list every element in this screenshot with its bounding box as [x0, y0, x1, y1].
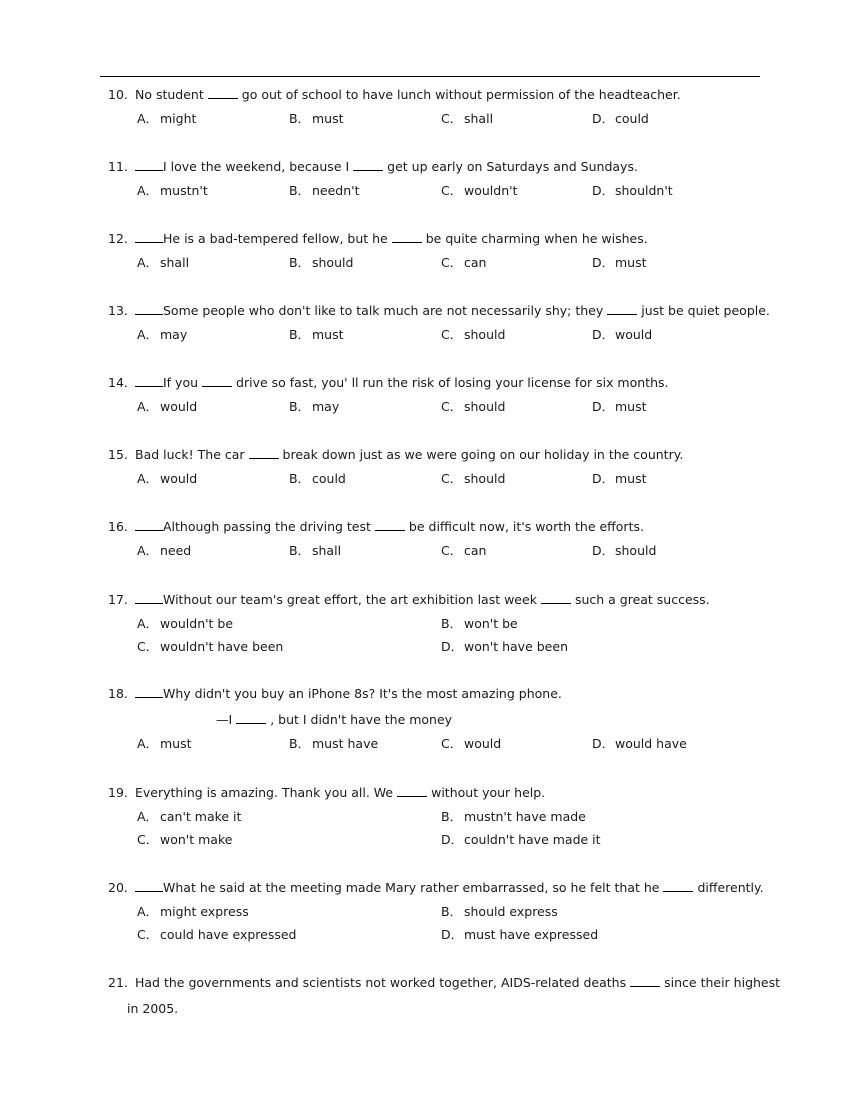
question-18: [108, 684, 763, 753]
option-d[interactable]: [592, 735, 687, 753]
option-a[interactable]: [137, 398, 197, 416]
question-11: [108, 157, 763, 200]
question-20: [108, 878, 763, 944]
options-row: [108, 735, 763, 753]
option-letter: D．: [592, 111, 615, 126]
option-letter: B．: [289, 255, 311, 270]
option-b[interactable]: [289, 470, 346, 488]
question-17: [108, 590, 763, 656]
option-text: might: [160, 111, 197, 126]
question-stem: [108, 301, 770, 319]
option-c[interactable]: [137, 638, 283, 656]
option-a[interactable]: [137, 735, 192, 753]
option-c[interactable]: [441, 542, 486, 560]
option-letter: B．: [441, 616, 463, 631]
question-number: 14.: [108, 375, 128, 390]
question-number: 12.: [108, 231, 128, 246]
stem-after-blank: without your help.: [431, 785, 546, 800]
answer-blank[interactable]: [353, 157, 383, 171]
option-c[interactable]: [441, 326, 505, 344]
options-row: [108, 398, 763, 416]
option-d[interactable]: [592, 326, 652, 344]
question-number: 17.: [108, 592, 128, 607]
options-row: [108, 110, 763, 128]
option-text: should: [312, 255, 354, 270]
answer-blank[interactable]: [392, 229, 422, 243]
question-number: 19.: [108, 785, 128, 800]
option-a[interactable]: [137, 615, 233, 633]
option-c[interactable]: [441, 470, 505, 488]
option-text: may: [160, 327, 188, 342]
option-text: mustn't: [160, 183, 208, 198]
option-d[interactable]: [592, 398, 647, 416]
question-stem: [108, 445, 763, 463]
option-b[interactable]: [289, 398, 339, 416]
option-text: won't be: [464, 616, 518, 631]
option-text: would: [464, 736, 502, 751]
answer-blank[interactable]: [249, 445, 279, 459]
question-number: 10.: [108, 87, 128, 102]
option-letter: C．: [137, 832, 159, 847]
option-text: should: [464, 327, 506, 342]
option-letter: D．: [441, 832, 464, 847]
options-row: [108, 638, 763, 656]
option-text: may: [312, 399, 340, 414]
options-row: [108, 182, 763, 200]
option-letter: D．: [592, 255, 615, 270]
option-letter: B．: [289, 543, 311, 558]
options-row: [108, 254, 763, 272]
question-number: 21.: [108, 975, 128, 990]
answer-blank-leading[interactable]: [135, 157, 163, 171]
stem-before-blank: Some people who don't like to talk much are not necessarily shy; they: [163, 303, 604, 318]
option-c[interactable]: [441, 735, 501, 753]
answer-blank-leading[interactable]: [135, 229, 163, 243]
stem-before-blank: Without our team's great effort, the art exhibition last week: [163, 592, 537, 607]
option-text: should: [615, 543, 657, 558]
stem-after-blank: since their highest: [664, 975, 781, 990]
option-letter: B．: [441, 809, 463, 824]
option-text: mustn't have made: [464, 809, 586, 824]
question-12: [108, 229, 763, 272]
option-letter: B．: [289, 111, 311, 126]
option-d[interactable]: [592, 110, 649, 128]
option-a[interactable]: [137, 470, 197, 488]
options-row: [108, 808, 763, 826]
option-d[interactable]: [592, 254, 647, 272]
option-d[interactable]: [441, 831, 601, 849]
option-letter: D．: [592, 183, 615, 198]
question-15: [108, 445, 763, 488]
option-text: must: [615, 255, 647, 270]
options-row: [108, 926, 763, 944]
option-text: can: [464, 543, 487, 558]
answer-blank-leading[interactable]: [135, 684, 163, 698]
option-b[interactable]: [289, 110, 344, 128]
option-text: must have expressed: [464, 927, 599, 942]
option-a[interactable]: [137, 542, 191, 560]
option-letter: D．: [592, 471, 615, 486]
answer-blank[interactable]: [236, 710, 266, 724]
options-row: [108, 326, 763, 344]
question-number: 15.: [108, 447, 128, 462]
option-text: need: [160, 543, 192, 558]
option-text: shouldn't: [615, 183, 673, 198]
answer-blank-leading[interactable]: [135, 517, 163, 531]
header-rule: [100, 76, 760, 77]
question-number: 20.: [108, 880, 128, 895]
option-d[interactable]: [441, 926, 598, 944]
option-letter: C．: [137, 927, 159, 942]
option-letter: A．: [137, 543, 159, 558]
option-text: must have: [312, 736, 379, 751]
option-a[interactable]: [137, 903, 249, 921]
stem-after-blank: just be quiet people.: [641, 303, 770, 318]
answer-blank-leading[interactable]: [135, 590, 163, 604]
stem-after-blank: such a great success.: [574, 592, 710, 607]
option-letter: C．: [441, 399, 463, 414]
option-text: would have: [615, 736, 687, 751]
question-stem: [108, 684, 763, 702]
option-text: should: [464, 471, 506, 486]
stem-after-blank: drive so fast, you' ll run the risk of losing your license for six months.: [236, 375, 669, 390]
question-16: [108, 517, 763, 560]
dialogue-reply: [108, 710, 763, 728]
option-letter: C．: [441, 471, 463, 486]
option-letter: A．: [137, 904, 159, 919]
options-row: [108, 615, 763, 633]
option-letter: D．: [441, 639, 464, 654]
stem-after-blank: differently.: [697, 880, 764, 895]
option-letter: C．: [441, 111, 463, 126]
option-letter: A．: [137, 471, 159, 486]
question-stem: [108, 878, 763, 896]
option-text: shall: [160, 255, 190, 270]
option-c[interactable]: [441, 254, 486, 272]
answer-blank[interactable]: [202, 373, 232, 387]
stem-after-blank: break down just as we were going on our holiday in the country.: [282, 447, 684, 462]
option-letter: A．: [137, 111, 159, 126]
option-letter: B．: [289, 399, 311, 414]
answer-blank-leading[interactable]: [135, 373, 163, 387]
option-text: should express: [464, 904, 558, 919]
option-letter: A．: [137, 736, 159, 751]
option-letter: A．: [137, 327, 159, 342]
option-letter: C．: [441, 736, 463, 751]
option-b[interactable]: [289, 542, 341, 560]
option-a[interactable]: [137, 808, 241, 826]
option-letter: A．: [137, 255, 159, 270]
option-text: wouldn't: [464, 183, 518, 198]
question-stem: [108, 229, 763, 247]
stem-before-blank: What he said at the meeting made Mary rather embarrassed, so he felt that he: [163, 880, 660, 895]
options-row: [108, 903, 763, 921]
options-row: [108, 542, 763, 560]
option-text: should: [464, 399, 506, 414]
option-b[interactable]: [441, 808, 586, 826]
option-text: couldn't have made it: [464, 832, 601, 847]
option-c[interactable]: [137, 831, 232, 849]
option-b[interactable]: [441, 615, 518, 633]
option-text: can't make it: [160, 809, 242, 824]
option-letter: D．: [592, 327, 615, 342]
option-text: could have expressed: [160, 927, 297, 942]
stem-before-blank: He is a bad-tempered fellow, but he: [163, 231, 388, 246]
option-text: could: [312, 471, 346, 486]
question-stem: [108, 783, 763, 801]
option-letter: A．: [137, 809, 159, 824]
option-d[interactable]: [441, 638, 568, 656]
option-letter: C．: [441, 183, 463, 198]
option-letter: B．: [289, 327, 311, 342]
stem-continuation: in 2005.: [127, 1001, 179, 1016]
option-letter: B．: [441, 904, 463, 919]
option-letter: C．: [137, 639, 159, 654]
option-b[interactable]: [441, 903, 558, 921]
question-14: [108, 373, 763, 416]
question-stem: [108, 85, 763, 103]
option-letter: B．: [289, 183, 311, 198]
stem-after-blank: go out of school to have lunch without permission of the headteacher.: [241, 87, 681, 102]
option-c[interactable]: [441, 182, 517, 200]
reply-after-blank: , but I didn't have the money: [270, 712, 453, 727]
option-text: must: [312, 327, 344, 342]
answer-blank[interactable]: [375, 517, 405, 531]
option-text: would: [160, 471, 198, 486]
option-c[interactable]: [137, 926, 296, 944]
option-letter: B．: [289, 736, 311, 751]
stem-before-blank: Although passing the driving test: [163, 519, 371, 534]
option-text: wouldn't be: [160, 616, 234, 631]
option-text: must: [615, 471, 647, 486]
question-10: [108, 85, 763, 128]
stem-before-blank: I love the weekend, because I: [163, 159, 350, 174]
question-stem: [108, 157, 763, 175]
option-text: can: [464, 255, 487, 270]
option-text: shall: [312, 543, 342, 558]
stem-before-blank: Bad luck! The car: [135, 447, 245, 462]
stem-before-blank: Had the governments and scientists not worked together, AIDS-related deaths: [135, 975, 627, 990]
option-c[interactable]: [441, 110, 493, 128]
option-letter: C．: [441, 255, 463, 270]
answer-blank[interactable]: [541, 590, 571, 604]
option-text: would: [160, 399, 198, 414]
option-letter: D．: [592, 399, 615, 414]
answer-blank[interactable]: [663, 878, 693, 892]
option-d[interactable]: [592, 542, 656, 560]
option-text: might express: [160, 904, 249, 919]
option-letter: D．: [441, 927, 464, 942]
question-13: [108, 301, 770, 344]
question-stem: [108, 517, 763, 535]
question-stem: [108, 590, 763, 608]
option-text: won't make: [160, 832, 233, 847]
answer-blank[interactable]: [208, 85, 238, 99]
question-stem: [108, 373, 763, 391]
reply-before-blank: —I: [216, 712, 233, 727]
question-stem: [108, 973, 781, 991]
answer-blank[interactable]: [397, 783, 427, 797]
answer-blank[interactable]: [630, 973, 660, 987]
stem-text: Why didn't you buy an iPhone 8s? It's the most amazing phone.: [163, 686, 562, 701]
option-text: wouldn't have been: [160, 639, 284, 654]
stem-before-blank: If you: [163, 375, 199, 390]
option-d[interactable]: [592, 470, 647, 488]
question-number: 11.: [108, 159, 128, 174]
option-a[interactable]: [137, 110, 196, 128]
option-a[interactable]: [137, 182, 208, 200]
option-text: won't have been: [464, 639, 568, 654]
option-a[interactable]: [137, 326, 187, 344]
option-text: must: [312, 111, 344, 126]
option-b[interactable]: [289, 182, 360, 200]
question-number: 13.: [108, 303, 128, 318]
option-b[interactable]: [289, 735, 378, 753]
stem-before-blank: No student: [135, 87, 204, 102]
options-row: [108, 470, 763, 488]
option-b[interactable]: [289, 326, 344, 344]
question-number: 16.: [108, 519, 128, 534]
option-text: needn't: [312, 183, 360, 198]
option-letter: A．: [137, 399, 159, 414]
option-text: shall: [464, 111, 494, 126]
option-letter: B．: [289, 471, 311, 486]
option-letter: C．: [441, 327, 463, 342]
option-text: must: [615, 399, 647, 414]
option-a[interactable]: [137, 254, 189, 272]
question-21: [108, 973, 781, 1018]
options-row: [108, 831, 763, 849]
option-c[interactable]: [441, 398, 505, 416]
option-b[interactable]: [289, 254, 353, 272]
answer-blank-leading[interactable]: [135, 878, 163, 892]
answer-blank[interactable]: [607, 301, 637, 315]
option-text: must: [160, 736, 192, 751]
stem-after-blank: be quite charming when he wishes.: [425, 231, 648, 246]
option-letter: C．: [441, 543, 463, 558]
option-text: could: [615, 111, 649, 126]
option-text: would: [615, 327, 653, 342]
stem-after-blank: get up early on Saturdays and Sundays.: [387, 159, 638, 174]
option-letter: D．: [592, 736, 615, 751]
option-letter: D．: [592, 543, 615, 558]
answer-blank-leading[interactable]: [135, 301, 163, 315]
option-letter: A．: [137, 183, 159, 198]
stem-after-blank: be difficult now, it's worth the efforts.: [408, 519, 644, 534]
question-number: 18.: [108, 686, 128, 701]
question-19: [108, 783, 763, 849]
option-letter: A．: [137, 616, 159, 631]
stem-before-blank: Everything is amazing. Thank you all. We: [135, 785, 394, 800]
option-d[interactable]: [592, 182, 673, 200]
